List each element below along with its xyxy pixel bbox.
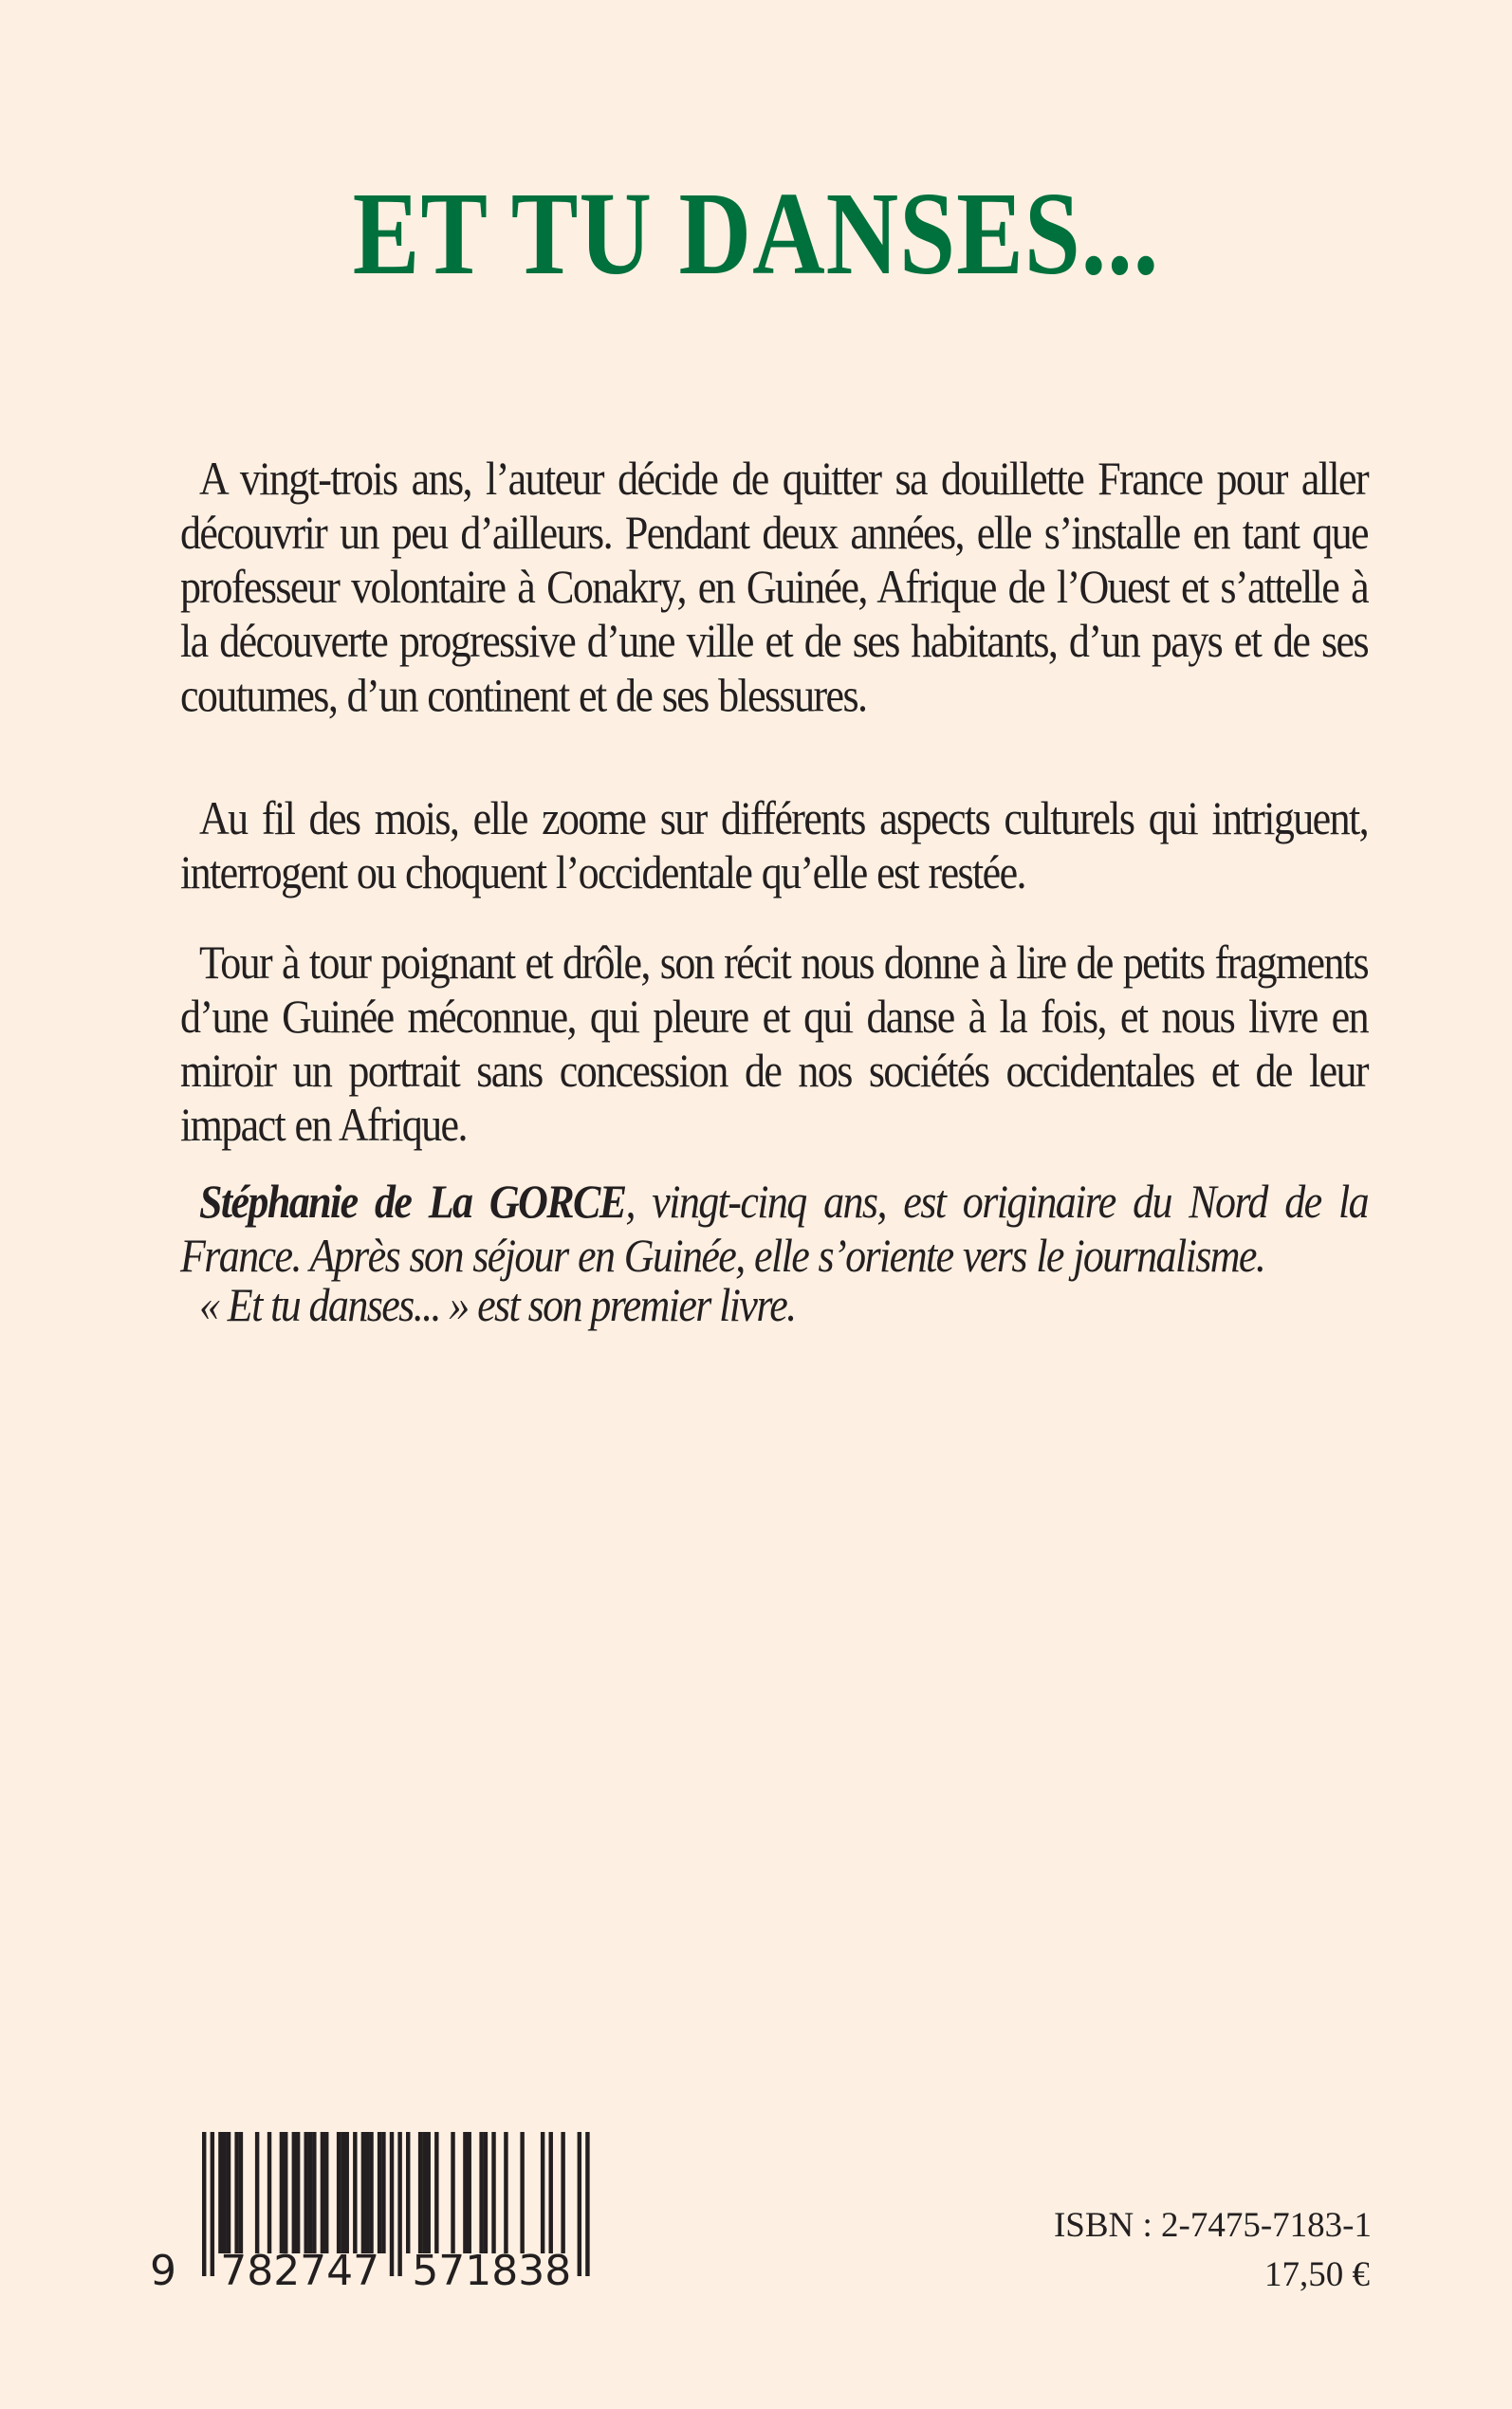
barcode-digits: 9 [150,2247,176,2291]
blurb-paragraph-1: A vingt-trois ans, l’auteur décide de quitter sa douillette France pour aller découvrir un peu d’ailleurs. Pendant deux années, elle s’installe en tant que professeur volontaire à Conakry, en Guinée, Afrique de l’Ouest et s’attelle à la découverte progressive d’une ville et de ses habitants, d’un pays et de ses coutumes, d’un continent et de ses blessures. [180,453,1368,722]
barcode-digits: 571838 [412,2247,572,2291]
author-name: Stéphanie de La GORCE [199,1176,626,1228]
author-bio [180,1175,1368,1331]
author-bio-paragraph [180,1175,1368,1283]
blurb-paragraph-2: Au fil des mois, elle zoome sur différents aspects culturels qui intriguent, interrogent ou choquent l’occidentale qu’elle est restée. [180,792,1368,899]
barcode [142,2125,607,2291]
isbn: ISBN : 2-7475-7183-1 [1053,2206,1372,2245]
barcode-icon [142,2125,607,2291]
barcode-digits: 782747 [220,2247,380,2291]
blurb-paragraph-3: Tour à tour poignant et drôle, son récit nous donne à lire de petits fragments d’une Guinée méconnue, qui pleure et qui danse à la fois, et nous livre en miroir un portrait sans concession de nos sociétés occidentales et de leur impact en Afrique. [180,936,1368,1152]
book-title: ET TU DANSES... [352,168,1160,300]
price: 17,50 € [1264,2255,1370,2294]
first-book-line: « Et tu danses... » est son premier livre. [199,1279,796,1331]
author-bio-text: , vingt-cinq ans, est originaire du Nord de la France. Après son séjour en Guinée, elle s’oriente vers le journalisme. [180,1176,1368,1283]
